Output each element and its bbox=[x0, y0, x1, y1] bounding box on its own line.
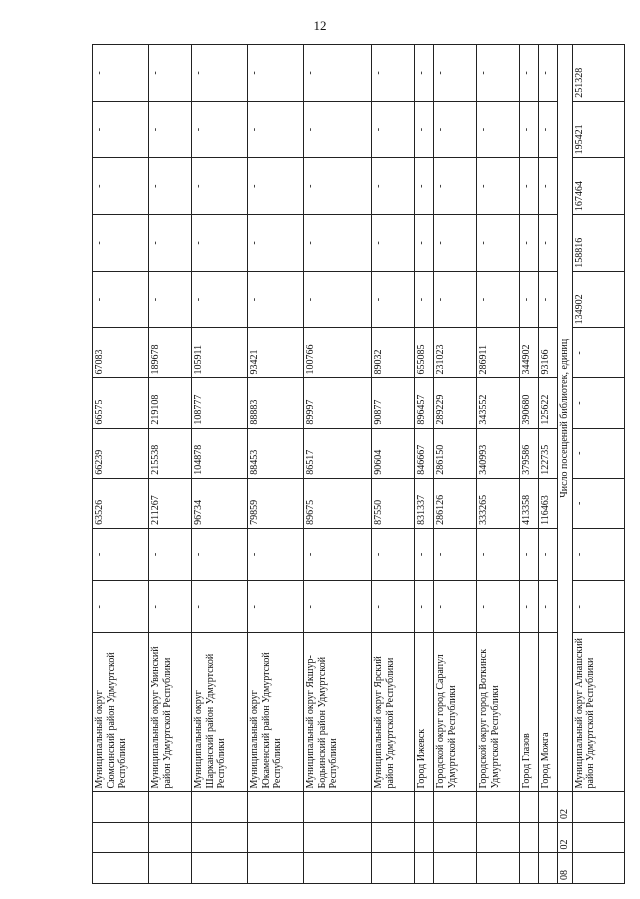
value-cell: - bbox=[415, 158, 434, 215]
value-cell: - bbox=[434, 528, 477, 580]
value-cell: 344902 bbox=[520, 328, 539, 378]
value-cell: - bbox=[149, 271, 192, 328]
code-cell bbox=[539, 823, 558, 854]
value-cell: - bbox=[372, 101, 415, 158]
value-cell: 896457 bbox=[415, 378, 434, 428]
table-row bbox=[372, 45, 415, 884]
value-cell: - bbox=[248, 101, 304, 158]
value-cell: 158816 bbox=[572, 215, 624, 272]
value-cell: - bbox=[539, 158, 558, 215]
code-cell bbox=[149, 792, 192, 823]
value-cell: 63526 bbox=[93, 478, 149, 528]
value-cell: - bbox=[93, 581, 149, 633]
code-cell bbox=[539, 853, 558, 884]
value-cell: 90877 bbox=[372, 378, 415, 428]
value-cell: - bbox=[304, 215, 372, 272]
municipality-name-cell: Муниципальный округ Алнашский район Удмуртской Республики bbox=[572, 633, 624, 792]
value-cell: - bbox=[434, 215, 477, 272]
value-cell: 89032 bbox=[372, 328, 415, 378]
value-cell: 286150 bbox=[434, 428, 477, 478]
municipality-name-cell: Город Ижевск bbox=[415, 633, 434, 792]
value-cell: - bbox=[520, 158, 539, 215]
value-cell: - bbox=[93, 215, 149, 272]
value-cell: - bbox=[477, 101, 520, 158]
value-cell: - bbox=[572, 581, 624, 633]
value-cell: 66239 bbox=[93, 428, 149, 478]
value-cell: 79859 bbox=[248, 478, 304, 528]
code-cell bbox=[372, 792, 415, 823]
value-cell: - bbox=[415, 101, 434, 158]
value-cell: - bbox=[372, 215, 415, 272]
value-cell: - bbox=[372, 581, 415, 633]
code-cell bbox=[434, 792, 477, 823]
value-cell: - bbox=[520, 271, 539, 328]
value-cell: - bbox=[539, 581, 558, 633]
code-cell bbox=[372, 853, 415, 884]
value-cell: - bbox=[477, 581, 520, 633]
value-cell: - bbox=[192, 45, 248, 102]
value-cell: 195421 bbox=[572, 101, 624, 158]
data-table bbox=[92, 44, 625, 884]
value-cell: - bbox=[149, 101, 192, 158]
code-cell bbox=[304, 823, 372, 854]
value-cell: 189678 bbox=[149, 328, 192, 378]
municipality-name-cell: Муниципальный округ Сюмсинский район Удмуртской Республики bbox=[93, 633, 149, 792]
code-cell bbox=[520, 792, 539, 823]
value-cell: - bbox=[572, 478, 624, 528]
code-cell bbox=[477, 853, 520, 884]
value-cell: 100766 bbox=[304, 328, 372, 378]
value-cell: 66575 bbox=[93, 378, 149, 428]
code-cell bbox=[304, 853, 372, 884]
value-cell: - bbox=[248, 271, 304, 328]
municipality-name-cell: Городской округ город Сарапул Удмуртской Республики bbox=[434, 633, 477, 792]
table-body bbox=[93, 45, 625, 884]
value-cell: - bbox=[477, 45, 520, 102]
municipality-name-cell: Муниципальный округ Шарканский район Удмуртской Республики bbox=[192, 633, 248, 792]
code-cell bbox=[192, 823, 248, 854]
code-cell bbox=[415, 853, 434, 884]
value-cell: 122735 bbox=[539, 428, 558, 478]
value-cell: 88883 bbox=[248, 378, 304, 428]
value-cell: 219108 bbox=[149, 378, 192, 428]
value-cell: 333265 bbox=[477, 478, 520, 528]
value-cell: - bbox=[93, 528, 149, 580]
value-cell: 88453 bbox=[248, 428, 304, 478]
code-cell bbox=[520, 823, 539, 854]
value-cell: 96734 bbox=[192, 478, 248, 528]
value-cell: - bbox=[539, 45, 558, 102]
value-cell: 167464 bbox=[572, 158, 624, 215]
value-cell: - bbox=[434, 158, 477, 215]
code-cell bbox=[248, 792, 304, 823]
value-cell: - bbox=[539, 101, 558, 158]
code-cell bbox=[192, 792, 248, 823]
value-cell: - bbox=[248, 158, 304, 215]
value-cell: 104878 bbox=[192, 428, 248, 478]
value-cell: - bbox=[415, 215, 434, 272]
value-cell: 289229 bbox=[434, 378, 477, 428]
code-cell bbox=[248, 853, 304, 884]
page-number: 12 bbox=[313, 18, 327, 33]
table-rotated bbox=[92, 44, 596, 884]
value-cell: - bbox=[372, 45, 415, 102]
value-cell: 211267 bbox=[149, 478, 192, 528]
value-cell: - bbox=[149, 215, 192, 272]
value-cell: - bbox=[93, 158, 149, 215]
table-row bbox=[434, 45, 477, 884]
value-cell: 251328 bbox=[572, 45, 624, 102]
municipality-name-cell: Муниципальный округ Якшур-Бодьинский район Удмуртской Республики bbox=[304, 633, 372, 792]
value-cell: - bbox=[539, 215, 558, 272]
table-row bbox=[415, 45, 434, 884]
value-cell: - bbox=[304, 101, 372, 158]
value-cell: 90604 bbox=[372, 428, 415, 478]
table-row bbox=[248, 45, 304, 884]
value-cell: 108777 bbox=[192, 378, 248, 428]
value-cell: 286911 bbox=[477, 328, 520, 378]
value-cell: 413358 bbox=[520, 478, 539, 528]
value-cell: - bbox=[572, 378, 624, 428]
value-cell: - bbox=[520, 215, 539, 272]
code-cell bbox=[572, 853, 624, 884]
value-cell: - bbox=[149, 528, 192, 580]
value-cell: - bbox=[415, 528, 434, 580]
value-cell: - bbox=[149, 581, 192, 633]
code-cell bbox=[572, 823, 624, 854]
value-cell: - bbox=[372, 528, 415, 580]
value-cell: - bbox=[248, 528, 304, 580]
value-cell: - bbox=[415, 271, 434, 328]
code-cell: 02 bbox=[558, 823, 573, 854]
municipality-name-cell: Город Можга bbox=[539, 633, 558, 792]
municipality-name-cell: Муниципальный округ Ярский район Удмуртской Республики bbox=[372, 633, 415, 792]
value-cell: 655085 bbox=[415, 328, 434, 378]
value-cell: - bbox=[192, 101, 248, 158]
value-cell: 125622 bbox=[539, 378, 558, 428]
value-cell: - bbox=[93, 271, 149, 328]
value-cell: 87550 bbox=[372, 478, 415, 528]
value-cell: 231023 bbox=[434, 328, 477, 378]
value-cell: - bbox=[415, 45, 434, 102]
value-cell: 846667 bbox=[415, 428, 434, 478]
value-cell: 67083 bbox=[93, 328, 149, 378]
table-row bbox=[192, 45, 248, 884]
value-cell: - bbox=[192, 581, 248, 633]
value-cell: 340993 bbox=[477, 428, 520, 478]
code-cell bbox=[93, 792, 149, 823]
value-cell: 379586 bbox=[520, 428, 539, 478]
value-cell: 86517 bbox=[304, 428, 372, 478]
code-cell bbox=[415, 823, 434, 854]
code-cell bbox=[477, 792, 520, 823]
value-cell: - bbox=[93, 101, 149, 158]
value-cell: 89675 bbox=[304, 478, 372, 528]
code-cell bbox=[539, 792, 558, 823]
value-cell: - bbox=[520, 528, 539, 580]
value-cell: - bbox=[192, 528, 248, 580]
value-cell: - bbox=[304, 158, 372, 215]
value-cell: 89997 bbox=[304, 378, 372, 428]
code-row bbox=[558, 45, 573, 884]
value-cell: - bbox=[539, 528, 558, 580]
value-cell: - bbox=[520, 45, 539, 102]
value-cell: - bbox=[248, 215, 304, 272]
code-cell bbox=[304, 792, 372, 823]
municipality-name-cell: Муниципальный округ Юкаменский район Удмуртской Республики bbox=[248, 633, 304, 792]
value-cell: - bbox=[572, 428, 624, 478]
value-cell: 93166 bbox=[539, 328, 558, 378]
code-cell bbox=[372, 823, 415, 854]
value-cell: - bbox=[572, 328, 624, 378]
code-cell bbox=[192, 853, 248, 884]
code-cell bbox=[415, 792, 434, 823]
value-cell: - bbox=[304, 581, 372, 633]
value-cell: 343552 bbox=[477, 378, 520, 428]
value-cell: 286126 bbox=[434, 478, 477, 528]
value-cell: 116463 bbox=[539, 478, 558, 528]
value-cell: - bbox=[192, 271, 248, 328]
code-cell bbox=[248, 823, 304, 854]
indicator-caption: Число посещений библиотек, единиц bbox=[558, 45, 573, 793]
value-cell: - bbox=[434, 271, 477, 328]
value-cell: - bbox=[477, 528, 520, 580]
code-cell bbox=[149, 853, 192, 884]
code-cell bbox=[434, 853, 477, 884]
table-row bbox=[304, 45, 372, 884]
code-cell bbox=[477, 823, 520, 854]
table-row bbox=[539, 45, 558, 884]
value-cell: - bbox=[520, 101, 539, 158]
value-cell: - bbox=[192, 158, 248, 215]
value-cell: - bbox=[304, 528, 372, 580]
value-cell: - bbox=[415, 581, 434, 633]
value-cell: - bbox=[477, 158, 520, 215]
value-cell: - bbox=[477, 215, 520, 272]
value-cell: - bbox=[192, 215, 248, 272]
code-cell bbox=[520, 853, 539, 884]
table-row bbox=[93, 45, 149, 884]
municipality-name-cell: Городской округ город Воткинск Удмуртской Республики bbox=[477, 633, 520, 792]
value-cell: 390680 bbox=[520, 378, 539, 428]
code-cell bbox=[434, 823, 477, 854]
value-cell: 105911 bbox=[192, 328, 248, 378]
value-cell: 215538 bbox=[149, 428, 192, 478]
code-cell bbox=[93, 823, 149, 854]
table-row bbox=[149, 45, 192, 884]
municipality-name-cell: Город Глазов bbox=[520, 633, 539, 792]
table-row bbox=[572, 45, 624, 884]
code-cell bbox=[572, 792, 624, 823]
value-cell: - bbox=[248, 45, 304, 102]
value-cell: 93421 bbox=[248, 328, 304, 378]
value-cell: - bbox=[520, 581, 539, 633]
code-cell: 08 bbox=[558, 853, 573, 884]
value-cell: 831337 bbox=[415, 478, 434, 528]
value-cell: - bbox=[93, 45, 149, 102]
code-cell bbox=[93, 853, 149, 884]
value-cell: - bbox=[434, 101, 477, 158]
table-row bbox=[477, 45, 520, 884]
value-cell: - bbox=[539, 271, 558, 328]
value-cell: - bbox=[149, 158, 192, 215]
value-cell: 134902 bbox=[572, 271, 624, 328]
code-cell bbox=[149, 823, 192, 854]
value-cell: - bbox=[434, 581, 477, 633]
municipality-name-cell: Муниципальный округ Увинский район Удмуртской Республики bbox=[149, 633, 192, 792]
value-cell: - bbox=[304, 45, 372, 102]
value-cell: - bbox=[372, 158, 415, 215]
value-cell: - bbox=[372, 271, 415, 328]
value-cell: - bbox=[477, 271, 520, 328]
code-cell: 02 bbox=[558, 792, 573, 823]
table-viewport bbox=[92, 44, 596, 884]
table-row bbox=[520, 45, 539, 884]
value-cell: - bbox=[149, 45, 192, 102]
value-cell: - bbox=[572, 528, 624, 580]
value-cell: - bbox=[434, 45, 477, 102]
value-cell: - bbox=[304, 271, 372, 328]
value-cell: - bbox=[248, 581, 304, 633]
